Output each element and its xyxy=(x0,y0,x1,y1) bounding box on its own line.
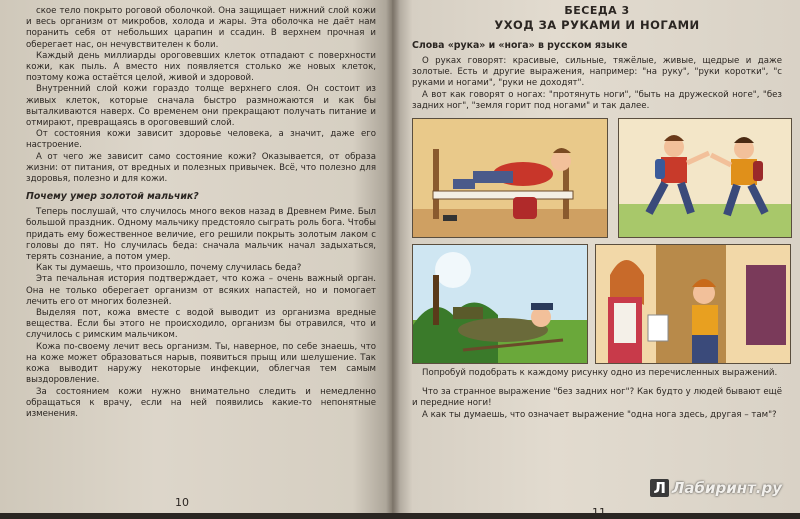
watermark xyxy=(650,479,782,497)
right-page xyxy=(392,0,800,519)
labirint-logo-icon: Л xyxy=(650,479,668,497)
paragraph: Эта печальная история подтверждает, что кожа – очень важный орган. Она не только оберегает организм от всяких напастей, но и помогает лечить его от многих болезней. xyxy=(26,274,376,307)
illustration-soldier-resting xyxy=(412,244,588,364)
left-page-text-top xyxy=(26,6,376,185)
paragraph: Каждый день миллиарды ороговевших клеток отпадают с поверхности кожи, как пыль. А вместо них появляется столько же новых клеток, поэтому кожа остаётся целой, живой и здоровой. xyxy=(26,50,376,84)
left-subheading: Почему умер золотой мальчик? xyxy=(26,191,199,203)
paragraph: Внутренний слой кожи гораздо толще верхнего слоя. Он состоит из живых клеток, которые сначала быстро размножаются и как бы выталкиваются наверх. Со временем они прекращают получать питание и отмирают, превращаясь в ороговевший слой. xyxy=(26,84,376,129)
paragraph: А как ты думаешь, что означает выражение "одна нога здесь, другая – там"? xyxy=(422,409,777,420)
lesson-title: УХОД ЗА РУКАМИ И НОГАМИ xyxy=(494,18,700,32)
paragraph: Теперь послушай, что случилось много веков назад в Древнем Риме. Был большой праздник. Одному мальчику предстояло сыграть роль бога. Чтобы придать ему божественное величие, его решили покрыть золотым лаком с головы до пят. Но случилась беда: сначала мальчик начал задыхаться, терять сознание, а потом умер. xyxy=(26,207,376,263)
left-page xyxy=(0,0,392,513)
watermark-text: Лабиринт.ру xyxy=(671,479,782,497)
illustration-boys-greeting xyxy=(618,118,792,238)
paragraph: За состоянием кожи нужно внимательно следить и немедленно обращаться к врачу, если на ней появились какие-то непонятные изменения. xyxy=(26,386,376,419)
paragraph: Выделяя пот, кожа вместе с водой выводит из организма вредные вещества. Если бы этого не происходило, организм бы отравился, что и случилось с римским мальчиком. xyxy=(26,308,376,341)
paragraph: Попробуй подобрать к каждому рисунку одно из перечисленных выражений. xyxy=(422,368,778,379)
page-number: 10 xyxy=(175,496,189,509)
paragraph: ское тело покрыто роговой оболочкой. Она защищает нижний слой кожи и весь организм от микробов, холода и жары. Эта оболочка не даёт нам поранить себя от небольших царапин и ссадин. В верхнем прочная и оберегает нас, он нечувствителен к боли. xyxy=(26,6,376,50)
illustration-boy-sleeping-on-bench xyxy=(412,118,608,238)
illustrations-grid xyxy=(412,118,782,362)
book-gutter xyxy=(386,0,400,513)
paragraph: О руках говорят: красивые, сильные, тяжёлые, живые, щедрые и даже золотые. Есть и другие выражения, например: "на руку", "руки коротки", "с руками и ногами", "руки не доходят". xyxy=(412,56,782,89)
lesson-number: БЕСЕДА 3 xyxy=(564,4,630,17)
page-number: 11 xyxy=(592,506,606,519)
left-page-text-bottom xyxy=(26,207,376,420)
illustration-woman-and-boy-with-bag xyxy=(595,244,791,364)
paragraph: От состояния кожи зависит здоровье человека, а значит, даже его настроение. xyxy=(26,129,376,151)
right-subheading: Слова «рука» и «нога» в русском языке xyxy=(412,40,628,51)
paragraph: А вот как говорят о ногах: "протянуть ноги", "быть на дружеской ноге", "без задних ног", "земля горит под ногами" и так далее. xyxy=(412,89,782,111)
paragraph: Как ты думаешь, что произошло, почему случилась беда? xyxy=(36,263,302,274)
paragraph: Что за странное выражение "без задних ног"? Как будто у людей бывают ещё и передние ноги! xyxy=(412,387,782,409)
paragraph: А от чего же зависит само состояние кожи? Оказывается, от образа жизни: от питания, от вредных и полезных привычек. Всё, что полезно для здоровья, полезно и для кожи. xyxy=(26,151,376,185)
paragraph: Кожа по-своему лечит весь организм. Ты, наверное, по себе знаешь, что на коже может образоваться нарыв, появиться прыщ или шелушение. Так кожа выводит наружу некоторые инфекции, облегчая тем самым выздоровление. xyxy=(26,341,376,386)
